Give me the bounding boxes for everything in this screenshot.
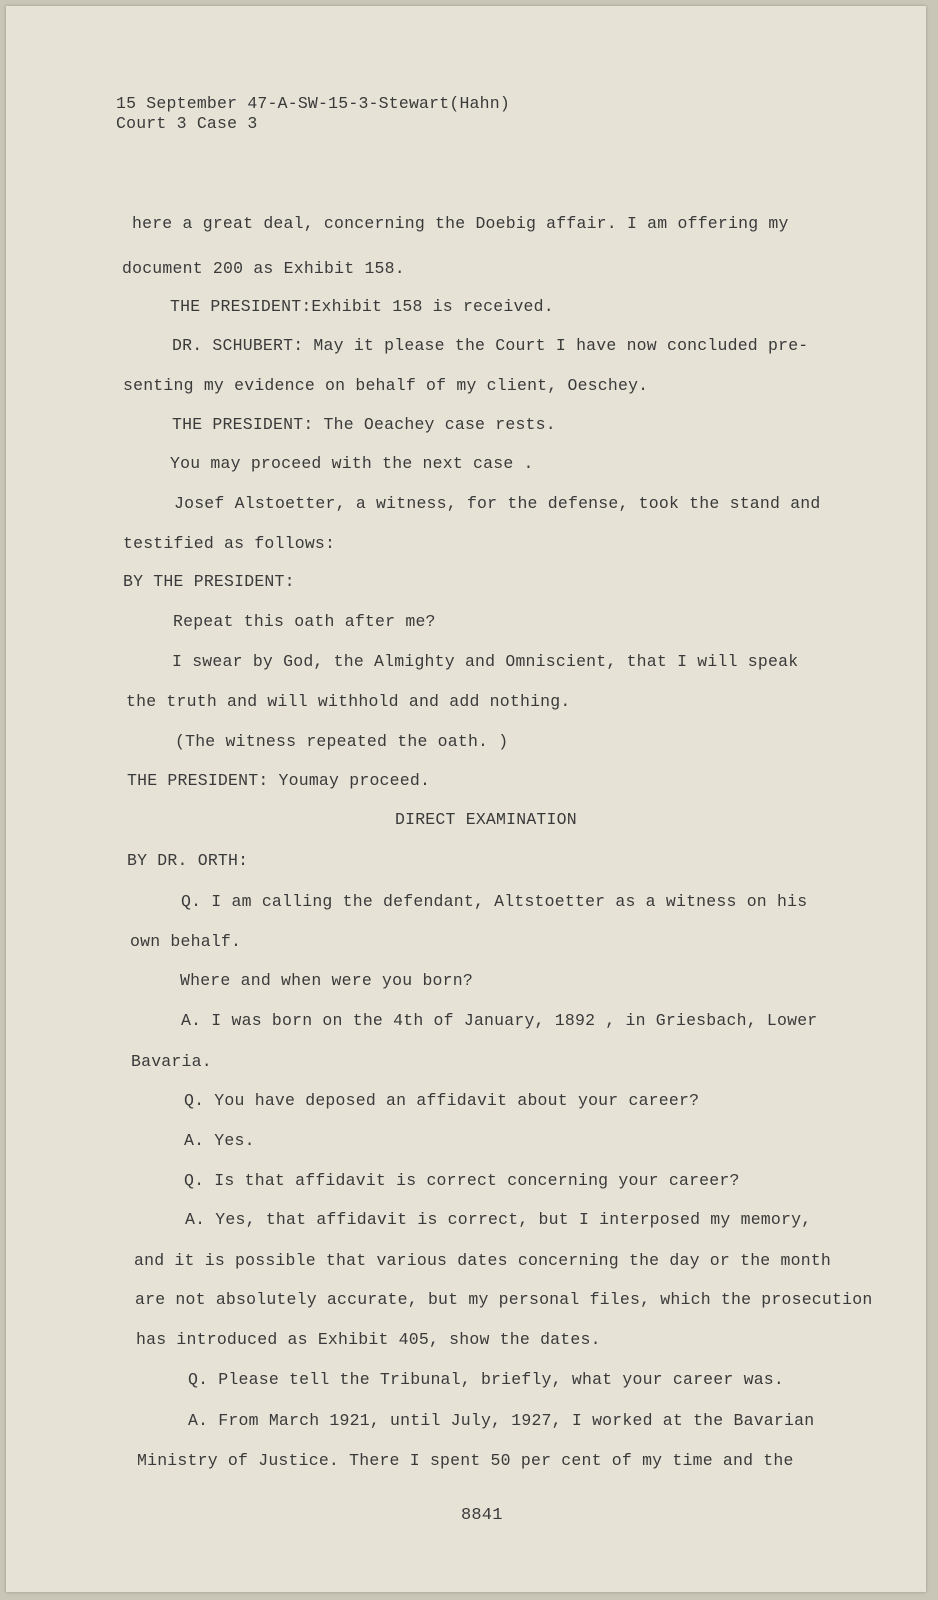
text-line: Q. You have deposed an affidavit about your career?: [184, 1091, 700, 1110]
header-line-2: Court 3 Case 3: [116, 114, 258, 133]
text-line: A. Yes, that affidavit is correct, but I interposed my memory,: [185, 1210, 812, 1229]
text-line: Q. I am calling the defendant, Altstoetter as a witness on his: [181, 892, 808, 911]
text-line: here a great deal, concerning the Doebig affair. I am offering my: [132, 214, 789, 233]
page-number: 8841: [461, 1506, 503, 1525]
text-line: Q. Is that affidavit is correct concerning your career?: [184, 1171, 740, 1190]
text-line: THE PRESIDENT: Youmay proceed.: [127, 771, 431, 790]
text-line: document 200 as Exhibit 158.: [122, 259, 405, 278]
text-line: Repeat this oath after me?: [173, 612, 436, 631]
text-line: Josef Alstoetter, a witness, for the defense, took the stand and: [174, 494, 821, 513]
text-line: Q. Please tell the Tribunal, briefly, what your career was.: [188, 1370, 784, 1389]
text-line: the truth and will withhold and add nothing.: [126, 692, 571, 711]
text-line: THE PRESIDENT:Exhibit 158 is received.: [170, 297, 554, 316]
section-heading: DIRECT EXAMINATION: [395, 810, 577, 829]
header-line-1: 15 September 47-A-SW-15-3-Stewart(Hahn): [116, 94, 510, 113]
text-line: A. Yes.: [184, 1131, 255, 1150]
text-line: BY THE PRESIDENT:: [123, 572, 295, 591]
text-line: I swear by God, the Almighty and Omniscient, that I will speak: [172, 652, 799, 671]
document-page: [6, 6, 926, 1592]
text-line: are not absolutely accurate, but my personal files, which the prosecution: [135, 1290, 873, 1309]
text-line: THE PRESIDENT: The Oeachey case rests.: [172, 415, 556, 434]
text-line: senting my evidence on behalf of my client, Oeschey.: [123, 376, 649, 395]
text-line: own behalf.: [130, 932, 242, 951]
text-line: A. From March 1921, until July, 1927, I worked at the Bavarian: [188, 1411, 815, 1430]
text-line: has introduced as Exhibit 405, show the dates.: [136, 1330, 601, 1349]
text-line: Ministry of Justice. There I spent 50 per cent of my time and the: [137, 1451, 794, 1470]
text-line: A. I was born on the 4th of January, 1892 , in Griesbach, Lower: [181, 1011, 818, 1030]
text-line: and it is possible that various dates concerning the day or the month: [134, 1251, 832, 1270]
text-line: BY DR. ORTH:: [127, 851, 249, 870]
text-line: (The witness repeated the oath. ): [175, 732, 509, 751]
text-line: testified as follows:: [123, 534, 336, 553]
text-line: You may proceed with the next case .: [170, 454, 534, 473]
text-line: DR. SCHUBERT: May it please the Court I have now concluded pre-: [172, 336, 809, 355]
text-line: Where and when were you born?: [180, 971, 473, 990]
text-line: Bavaria.: [131, 1052, 212, 1071]
